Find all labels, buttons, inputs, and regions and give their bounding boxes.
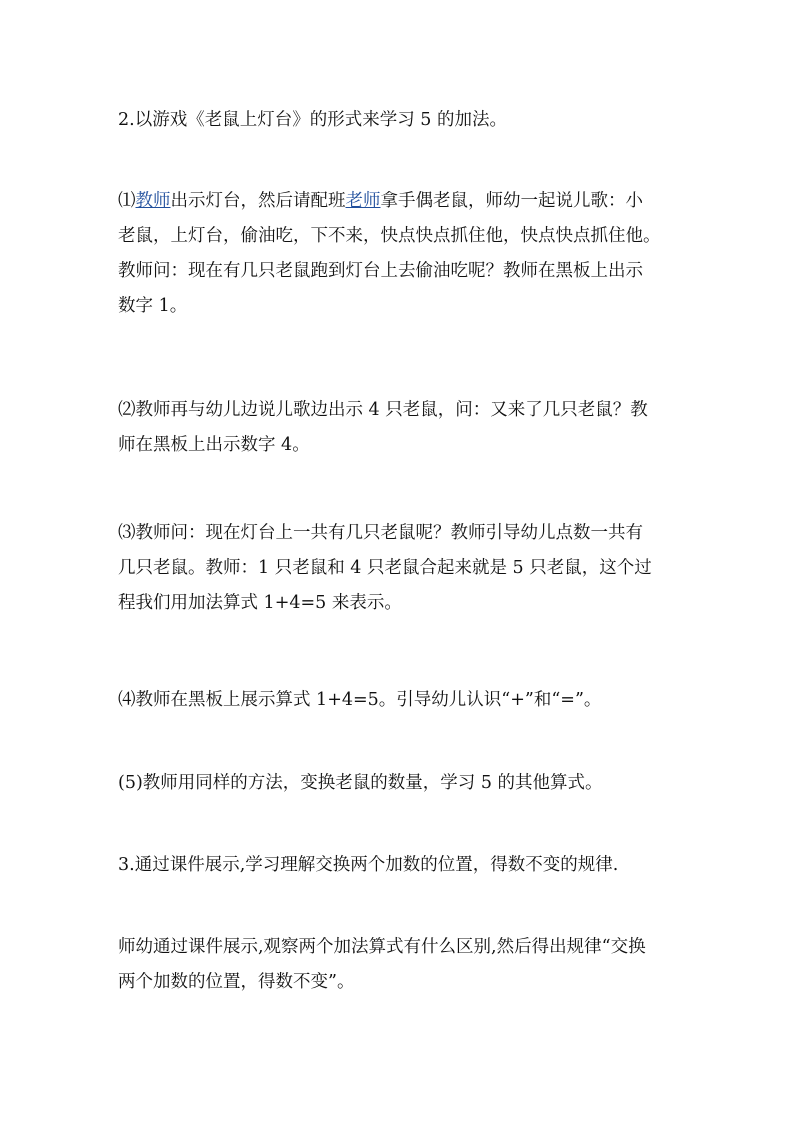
step-3-line-2: 几只老鼠。教师：1 只老鼠和 4 只老鼠合起来就是 5 只老鼠，这个过	[118, 558, 652, 578]
step-1-number: ⑴	[118, 191, 136, 211]
step-3-paragraph	[118, 516, 678, 621]
step-1-line-3: 教师问：现在有几只老鼠跑到灯台上去偷油吃呢？教师在黑板上出示	[118, 261, 643, 281]
step-5-paragraph	[118, 766, 678, 801]
step-2-line-1: ⑵教师再与幼儿边说儿歌边出示 4 只老鼠，问：又来了几只老鼠？教	[118, 400, 648, 420]
step-3-line-3: 程我们用加法算式 1+4=5 来表示。	[118, 593, 402, 613]
step-1-line-1	[118, 184, 678, 219]
step-2-paragraph	[118, 393, 678, 463]
step-1-text-mid: 出示灯台，然后请配班	[170, 191, 346, 211]
heading-3-text: 3.通过课件展示,学习理解交换两个加数的位置，得数不变的规律.	[118, 855, 619, 875]
step-3-line-1: ⑶教师问：现在灯台上一共有几只老鼠呢？教师引导幼儿点数一共有	[118, 523, 643, 543]
step-1-paragraph	[118, 184, 678, 324]
teacher-link-2[interactable]: 老师	[345, 191, 381, 211]
heading-text: 2.以游戏《老鼠上灯台》的形式来学习 5 的加法。	[118, 110, 507, 130]
step-4-line-1: ⑷教师在黑板上展示算式 1+4=5。引导幼儿认识“+”和“=”。	[118, 690, 602, 710]
teacher-link[interactable]: 教师	[135, 191, 171, 211]
step-4-paragraph	[118, 683, 678, 718]
summary-line-1: 师幼通过课件展示,观察两个加法算式有什么区别,然后得出规律“交换	[118, 937, 646, 957]
summary-paragraph	[118, 930, 678, 1000]
section-heading-3	[118, 848, 678, 883]
step-1-line-2: 老鼠，上灯台，偷油吃，下不来，快点快点抓住他，快点快点抓住他。	[118, 226, 661, 246]
step-1-line-4: 数字 1。	[118, 296, 188, 316]
step-2-line-2: 师在黑板上出示数字 4。	[118, 435, 310, 455]
summary-line-2: 两个加数的位置，得数不变”。	[118, 972, 355, 992]
step-5-line-1: (5)教师用同样的方法，变换老鼠的数量，学习 5 的其他算式。	[118, 773, 603, 793]
section-heading-2	[118, 103, 678, 138]
step-1-text-end: 拿手偶老鼠，师幼一起说儿歌：小	[380, 191, 643, 211]
